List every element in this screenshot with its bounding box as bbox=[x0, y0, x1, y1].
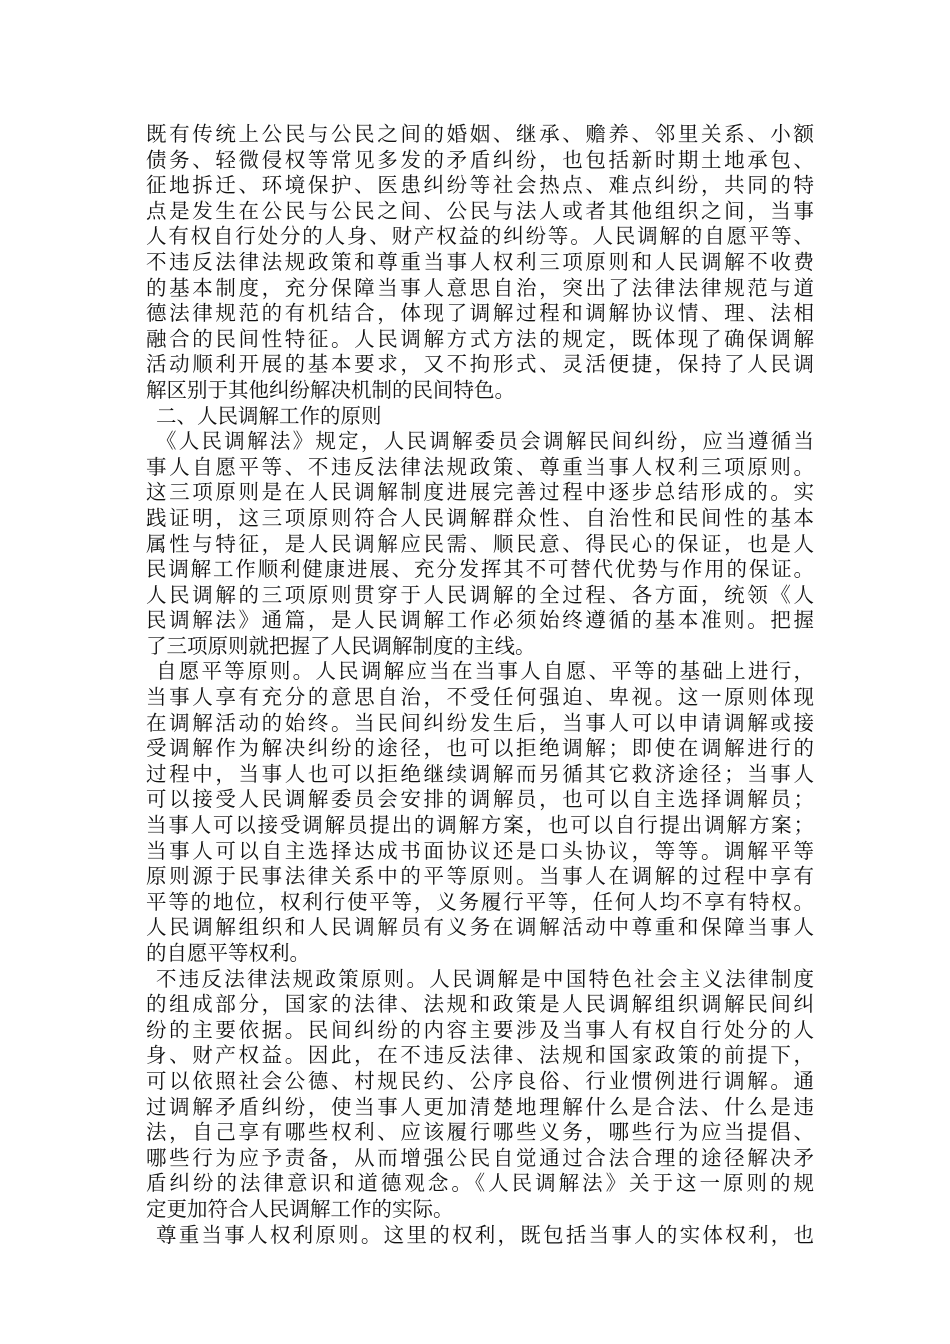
section-heading bbox=[146, 404, 814, 430]
text-line: 定更加符合人民调解工作的实际。 bbox=[146, 1196, 454, 1221]
text-line: 点是发生在公民与公民之间、公民与法人或者其他组织之间，当事 bbox=[146, 198, 814, 223]
text-line: 法，自己享有哪些权利、应该履行哪些义务，哪些行为应当提倡、 bbox=[146, 1120, 814, 1145]
text-line: 当事人可以自主选择达成书面协议还是口头协议，等等。调解平等 bbox=[146, 838, 814, 863]
text-line: 平等的地位，权利行使平等，义务履行平等，任何人均不享有特权。 bbox=[146, 889, 814, 914]
text-line: 哪些行为应予责备，从而增强公民自觉通过合法合理的途径解决矛 bbox=[146, 1145, 814, 1170]
text-line: 融合的民间性特征。人民调解方式方法的规定，既体现了确保调解 bbox=[146, 326, 814, 351]
text-line: 属性与特征，是人民调解应民需、顺民意、得民心的保证，也是人 bbox=[146, 531, 814, 556]
legality-paragraph bbox=[146, 967, 814, 1223]
text-line: 过程中，当事人也可以拒绝继续调解而另循其它救济途径；当事人 bbox=[146, 761, 814, 786]
document-page bbox=[146, 122, 814, 1248]
text-line: 解区别于其他纠纷解决机制的民间特色。 bbox=[146, 377, 515, 402]
text-line: 自愿平等原则。人民调解应当在当事人自愿、平等的基础上进行， bbox=[156, 659, 814, 684]
text-line: 活动顺利开展的基本要求，又不拘形式、灵活便捷，保持了人民调 bbox=[146, 352, 814, 377]
text-line: 征地拆迁、环境保护、医患纠纷等社会热点、难点纠纷，共同的特 bbox=[146, 173, 814, 198]
text-line: 《人民调解法》规定，人民调解委员会调解民间纠纷，应当遵循当 bbox=[156, 429, 814, 454]
text-line: 可以接受人民调解委员会安排的调解员，也可以自主选择调解员； bbox=[146, 787, 814, 812]
text-line: 人有权自行处分的人身、财产权益的纠纷等。人民调解的自愿平等、 bbox=[146, 224, 814, 249]
text-line: 的基本制度，充分保障当事人意思自治，突出了法律法律规范与道 bbox=[146, 275, 814, 300]
voluntary-equality-paragraph bbox=[146, 659, 814, 966]
text-line: 不违反法律法规政策原则。人民调解是中国特色社会主义法律制度 bbox=[156, 966, 814, 991]
text-line: 的组成部分，国家的法律、法规和政策是人民调解组织调解民间纠 bbox=[146, 992, 814, 1017]
text-line: 这三项原则是在人民调解制度进展完善过程中逐步总结形成的。实 bbox=[146, 480, 814, 505]
text-line: 人民调解组织和人民调解员有义务在调解活动中尊重和保障当事人 bbox=[146, 915, 814, 940]
text-line: 当事人可以接受调解员提出的调解方案，也可以自行提出调解方案； bbox=[146, 813, 814, 838]
text-line: 不违反法律法规政策和尊重当事人权利三项原则和人民调解不收费 bbox=[146, 249, 814, 274]
intro-paragraph bbox=[146, 122, 814, 404]
text-line: 的自愿平等权利。 bbox=[146, 941, 310, 965]
text-line: 当事人享有充分的意思自治，不受任何强迫、卑视。这一原则体现 bbox=[146, 685, 814, 710]
text-line: 在调解活动的始终。当民间纠纷发生后，当事人可以申请调解或接 bbox=[146, 710, 814, 735]
text-line: 二、人民调解工作的原则 bbox=[156, 403, 382, 428]
text-line: 原则源于民事法律关系中的平等原则。当事人在调解的过程中享有 bbox=[146, 864, 814, 889]
principles-paragraph bbox=[146, 429, 814, 659]
text-line: 债务、轻微侵权等常见多发的矛盾纠纷，也包括新时期土地承包、 bbox=[146, 147, 814, 172]
text-line: 人民调解的三项原则贯穿于人民调解的全过程、各方面，统领《人 bbox=[146, 582, 814, 607]
rights-paragraph bbox=[146, 1223, 814, 1249]
text-line: 纷的主要依据。民间纠纷的内容主要涉及当事人有权自行处分的人 bbox=[146, 1017, 814, 1042]
text-line: 过调解矛盾纠纷，使当事人更加清楚地理解什么是合法、什么是违 bbox=[146, 1094, 814, 1119]
text-line: 德法律规范的有机结合，体现了调解过程和调解协议情、理、法相 bbox=[146, 301, 814, 326]
text-line: 受调解作为解决纠纷的途径，也可以拒绝调解；即使在调解进行的 bbox=[146, 736, 814, 761]
text-line: 可以依照社会公德、村规民约、公序良俗、行业惯例进行调解。通 bbox=[146, 1068, 814, 1093]
text-line: 民调解工作顺利健康进展、充分发挥其不可替代优势与作用的保证。 bbox=[146, 557, 814, 582]
text-line: 盾纠纷的法律意识和道德观念。《人民调解法》关于这一原则的规 bbox=[146, 1171, 814, 1196]
text-line: 既有传统上公民与公民之间的婚姻、继承、赡养、邻里关系、小额 bbox=[146, 122, 814, 146]
text-line: 践证明，这三项原则符合人民调解群众性、自治性和民间性的基本 bbox=[146, 505, 814, 530]
text-line: 身、财产权益。因此，在不违反法律、法规和国家政策的前提下， bbox=[146, 1043, 814, 1068]
text-line: 尊重当事人权利原则。这里的权利，既包括当事人的实体权利，也 bbox=[156, 1222, 814, 1247]
text-line: 事人自愿平等、不违反法律法规政策、尊重当事人权利三项原则。 bbox=[146, 454, 814, 479]
text-line: 民调解法》通篇，是人民调解工作必须始终遵循的基本准则。把握 bbox=[146, 608, 814, 633]
text-line: 了三项原则就把握了人民调解制度的主线。 bbox=[146, 633, 536, 658]
